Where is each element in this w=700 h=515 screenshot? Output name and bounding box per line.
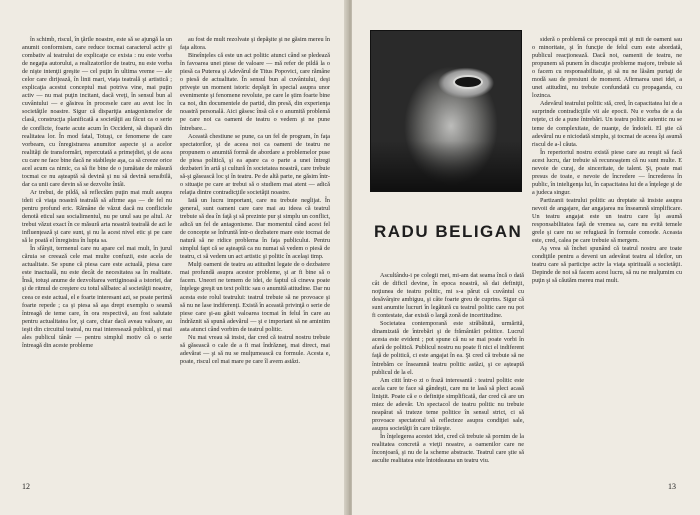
right-column-1 xyxy=(372,272,524,465)
paragraph: Ascultându-i pe colegii mei, mi-am dat seama încă o dată cât de dificil devine, în epoca noastră, să dai definiţii, noţiunea de teatru politic, mi s-a părut că cuvântul cu desăvârşire ambiguu, şi câte foarte greu de cuprins. Sigur că sunt anumite lucruri în legătură cu teatrul politic care nu pot fi contestate, dar există o largă zonă de incertitudine. xyxy=(372,272,524,320)
paragraph: Mulţi oameni de teatru au atitudini legate de o dezbatere mai profundă asupra acestor probleme, şi ar fi bine să o facem. Uneori ne temem de idei, de faptul că cineva poate înţelege greşit un text politic sau o anumită atitudine. Dar nu acesta este rolul teatrului: teatrul trebuie să ne provoace şi să nu ne lase indiferenţi. Există în această privinţă o serie de piese care şi-au găsit valoarea tocmai în felul în care au îndrăznit să spună adevărul — şi e important să ne amintim asta atunci când vorbim de teatrul politic. xyxy=(180,261,330,333)
paragraph: au fost de mult rezolvate şi depăşite şi ne găsim mereu în faţa altora. xyxy=(180,36,330,52)
paragraph: Ar trebui, de pildă, să reflectăm puţin mai mult asupra ideii că viaţa noastră teatrală să afirme aşa — de fel nu pentru profund eric. Rămâne de văzut dacă nu conflictele denotă eticul sau socialimentul, nu pe unul sau pe altul. Ar trebui văzut exact în ce măsură arta noastră teatrală de azi le influenţează şi care sunt, şi nu la acest nivel etic şi pe care să le poată el înregistra în lupta sa. xyxy=(22,188,172,245)
paragraph: În repertoriul nostru există piese care au reuşit să facă acest lucru, dar trebuie să recunoaştem că nu sunt multe. E nevoie de curaj, de sinceritate, de talent. Şi, poate mai presus de toate, e nevoie de încredere — încrederea în public, în inteligenţa lui, în capacitatea lui de a înţelege şi de a judeca singur. xyxy=(532,148,682,196)
portrait-shadow xyxy=(371,141,521,191)
left-column-2 xyxy=(180,36,330,366)
page-number-left: 12 xyxy=(22,482,30,491)
paragraph: Iată un lucru important, care nu trebuie neglijat. În general, sunt oameni care care mai au ideea că teatrul trebuie să dea în faţă şi să prezinte pur şi simplu un conflict, adică un fel de antagonisme. Dar momentul când acest fel de concepte se înfruntă într-o dezbatere mare este tocmai de natură să ne ridice problema în faţa publicului. Pentru simplul fapt că se aşteaptă ca nu numai să vedem o piesă de teatru, ci să vedem un act artistic şi politic în acelaşi timp. xyxy=(180,196,330,261)
paragraph: Partizanii teatrului politic au dreptate să insiste asupra nevoii de angajare, dar angajarea nu înseamnă simplificare. Un teatru angajat este un teatru care îşi asumă responsabilitatea faţă de vremea sa, care nu evită temele grele şi care nu se refugiază în formule comode. Aceasta este, cred, calea pe care trebuie să mergem. xyxy=(532,196,682,245)
paragraph: În sfârşit, termenul care nu apare cel mai mult, în jurul căruia se creează cele mai multe confuzii, este acela de actualitate. Se spune că piesa care este actuală, piesa care este inactuală, nu este decât de necesitatea sa în realitate. Însă, totuşi anume de dezvoltarea vertiginoasă a istoriei, dar şi de ritmul de creştere cu totul sălbatec al societăţii noastre, ceea ce este actual, el e foarte interesant azi, se poate perimă foarte repede ; ca şi piesa să aşa drept exemplu o seamă întreagă de teme care, în ora respectivă, au fost salutate pentru actualitatea lor, şi care, chiar dacă aveau valoare, au ieşit din circuitul teatral, nu mai interesează publicul, şi mai ales publicul tânăr — pentru simplul motiv că o serie întreagă din aceste probleme xyxy=(22,245,172,349)
paragraph: Am citit într-o zi o frază interesantă : teatrul politic este acela care te face să gândeşti, care nu te lasă să pleci acasă liniştit. Poate că e o definiţie simplificată, dar cred că are un miez de adevăr. Un spectacol de teatru politic nu trebuie neapărat să trateze teme politice în sensul strict, ci să provoace spectatorul să reflecteze asupra condiţiei sale, asupra societăţii în care trăieşte. xyxy=(372,376,524,432)
paragraph: Aş vrea să închei spunând că teatrul nostru are toate condiţiile pentru a deveni un adevărat teatru al ideilor, un teatru care să participe activ la viaţa spirituală a societăţii. Depinde de noi să facem acest lucru, să nu ne mulţumim cu puţin şi să căutăm mereu mai mult. xyxy=(532,245,682,285)
right-page xyxy=(352,0,700,515)
page-number-right: 13 xyxy=(668,482,676,491)
paragraph: sideră o problemă ce preocupă mii şi mii de oameni sau o minoritate, şi în funcţie de felul cum este abordată, publicul reacţionează. Dacă noi, oamenii de teatru, ne propunem să punem în discuţie probleme majore, trebuie să o facem cu responsabilitate, şi să nu ne lăsăm purtaţi de modă sau de presiuni de moment. Afirmarea unei idei, a unei atitudini, nu trebuie confundată cu propaganda, cu lozinca. xyxy=(532,36,682,100)
paragraph: Această chestiune se pune, ca un fel de program, în faţa spectatorilor, şi de aceea noi ca oameni de teatru ne propunem o anumită formă de abordare a problemelor puse de piesa politică, şi ea apare ca o parte a unei întregi dezbateri în artă şi cultură în societatea noastră, care trebuie să-şi găsească loc şi în teatru. Pe de altă parte, ne găsim într-o situaţie pe care ar trebui să o studiem mai atent — adică relaţia dintre contradicţiile societăţii noastre. xyxy=(180,132,330,196)
left-page xyxy=(0,0,348,515)
author-portrait xyxy=(370,30,522,192)
right-column-2 xyxy=(532,36,682,285)
left-column-1 xyxy=(22,36,172,350)
paragraph: În înţelegerea acestei idei, cred că trebuie să pornim de la realitatea concretă a vieţii noastre, a oamenilor care ne înconjoară, şi nu de la scheme abstracte. Teatrul care ştie să asculte realitatea este întotdeauna un teatru viu. xyxy=(372,432,524,465)
paragraph: în schimb, riscul, în ţările noastre, este să se ajungă la un anumit conformism, care reduce tocmai caracterul activ şi combativ al teatrului de explicaţie ce exista : nu este vorba de negaţia autorului, a realizatorilor de teatru, nu este vorba de nişte intenţii greşite — cel puţin în ultima vreme — ale celor care dirijează, în linii mari, viaţa teatrală şi artistică ; explicaţia acestui conceptul mai potriva vine, mai puţin activ — nu mai puţin incitant, dacă vreţi, în sensul bun al cuvântului — e găsirea în procesele care au avut loc în societăţile noastre. Sigur că dispariţia antagonismelor de clasă, construcţia planificată a societăţii au făcut ca o serie de conflicte, foarte acute acum în Occident, să dispară din realitatea lor. În mod fatal, Totuşi, ce fenomene de care vorbeam, cu înregistrarea anumitor aspecte şi a acelor realităţi de transformări, repercutată a primejdiei, şi de acea cu care ne face bine dacă ne stabileşte aşa, ca să creeze orice acel acum ca nimic, ca să fie bine de o jumătate de măsură tocmai ce nu aşteaptă să devină şi nu să devină sensibilă, dar ca unii care devin să se dezvolte întâi. xyxy=(22,36,172,188)
paragraph: Bineînţeles că este un act politic atunci când se pledează în favoarea unei piese de valoare — mă refer de pildă la o piesă ca Puterea şi Adevărul de Titus Popovici, care rămâne o piesă de actualitate. În sensul bun al cuvântului, deşi priveşte un moment istoric depăşit în special asupra unor evenimente şi fenomene revolute, pe care le ştim foarte bine ca noi, din documentele de partid, din presă, din experienţa noastră personală. Aici găsesc însă că e o anumită problemă pe care noi ca oameni de teatru o vedem şi ne pune întrebare... xyxy=(180,52,330,132)
portrait-eye xyxy=(453,75,483,89)
paragraph: Nu mai vreau să insist, dar cred că teatrul nostru trebuie să găsească o cale de a fi mai îndrăzneţ, mai direct, mai adevărat — şi să nu se mulţumească cu formule. Acesta e, poate, riscul cel mai mare pe care îl avem astăzi. xyxy=(180,333,330,365)
paragraph: Societatea contemporană este străbătută, urmărită, dinamizată de întrebări şi de frământări politice. Lucrul acesta este evident ; pot spune că nu se mai poate vorbi în afară de politică. Publicul nostru nu poate fi nici el indiferent faţă de politică, ci este angajat în ea. Şi cred că trebuie să ne întrebăm ce înseamnă teatru politic astăzi, şi ce aşteaptă publicul de la el. xyxy=(372,320,524,376)
author-name-heading: RADU BELIGAN xyxy=(374,222,523,241)
paragraph: Adevărul teatrului politic stă, cred, în capacitatea lui de a surprinde contradicţiile vii ale epocii. Nu e vorba de a da reţete, ci de a pune întrebări. Un teatru politic autentic nu se teme de complexitate, de nuanţe, de îndoieli. El ştie că adevărul nu e niciodată simplu, şi tocmai de aceea îşi asumă riscul de a-l căuta. xyxy=(532,100,682,148)
